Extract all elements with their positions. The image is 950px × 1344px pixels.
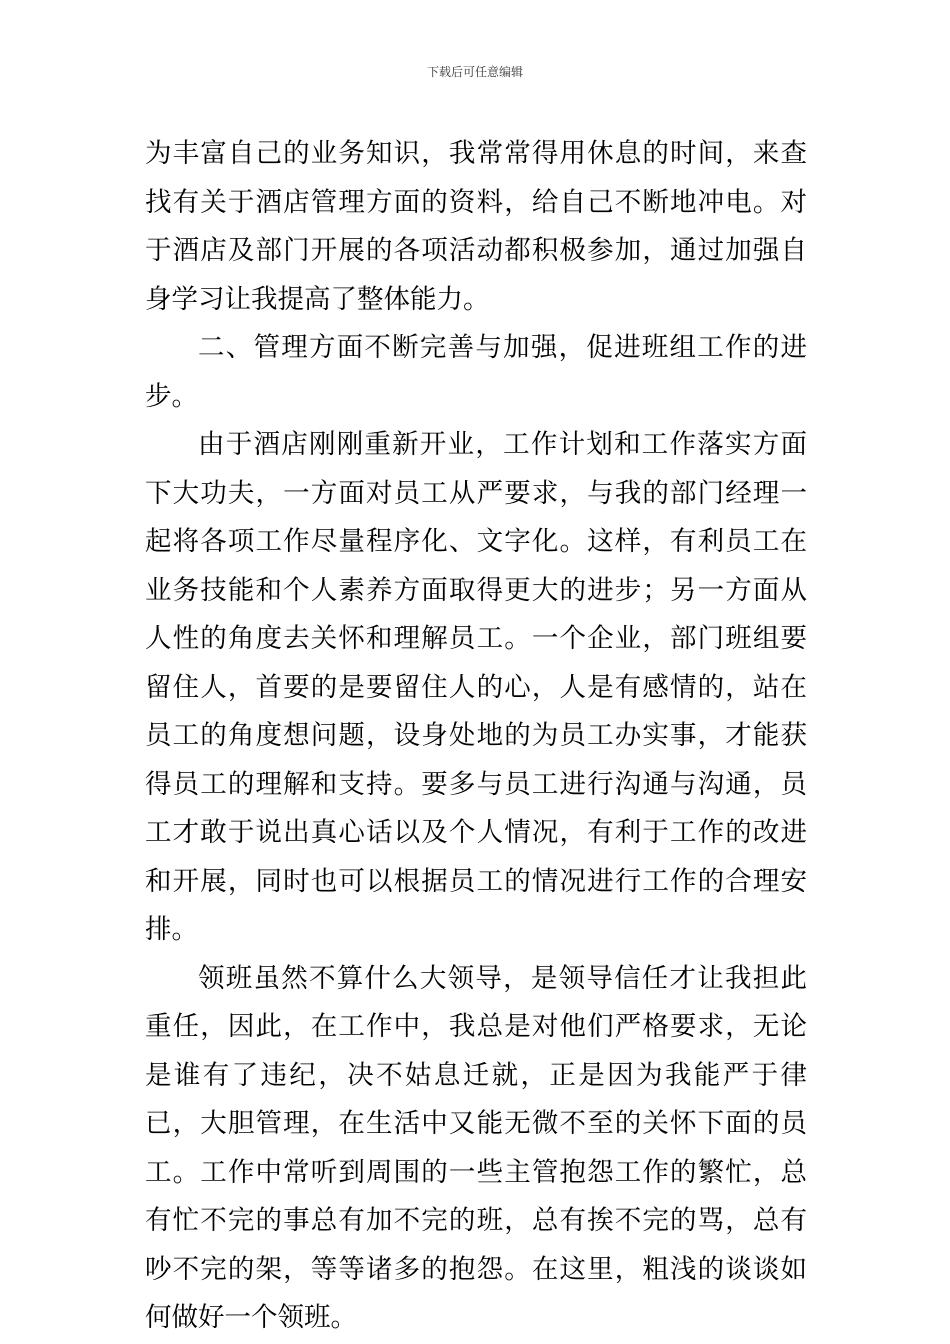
document-body bbox=[145, 130, 807, 1343]
paragraph-4: 领班虽然不算什么大领导，是领导信任才让我担此重任，因此，在工作中，我总是对他们严格要求，无论是谁有了违纪，决不姑息迁就，正是因为我能严于律已，大胆管理，在生活中又能无微不至的关怀下面的员工。工作中常听到周围的一些主管抱怨工作的繁忙，总有忙不完的事总有加不完的班，总有挨不完的骂，总有吵不完的架，等等诸多的抱怨。在这里，粗浅的谈谈如何做好一个领班。 bbox=[145, 962, 807, 1333]
paragraph-3: 由于酒店刚刚重新开业，工作计划和工作落实方面下大功夫，一方面对员工从严要求，与我的部门经理一起将各项工作尽量程序化、文字化。这样，有利员工在业务技能和个人素养方面取得更大的进步；另一方面从人性的角度去关怀和理解员工。一个企业，部门班组要留住人，首要的是要留住人的心，人是有感情的，站在员工的角度想问题，设身处地的为员工办实事，才能获得员工的理解和支持。要多与员工进行沟通与沟通，员工才敢于说出真心话以及个人情况，有利于工作的改进和开展，同时也可以根据员工的情况进行工作的合理安排。 bbox=[145, 429, 807, 945]
paragraph-1: 为丰富自己的业务知识，我常常得用休息的时间，来查找有关于酒店管理方面的资料，给自己不断地冲电。对于酒店及部门开展的各项活动都积极参加，通过加强自身学习让我提高了整体能力。 bbox=[145, 138, 807, 315]
page-header: 下载后可任意编辑 bbox=[426, 65, 523, 79]
paragraph-2-heading: 二、管理方面不断完善与加强，促进班组工作的进步。 bbox=[145, 332, 807, 412]
